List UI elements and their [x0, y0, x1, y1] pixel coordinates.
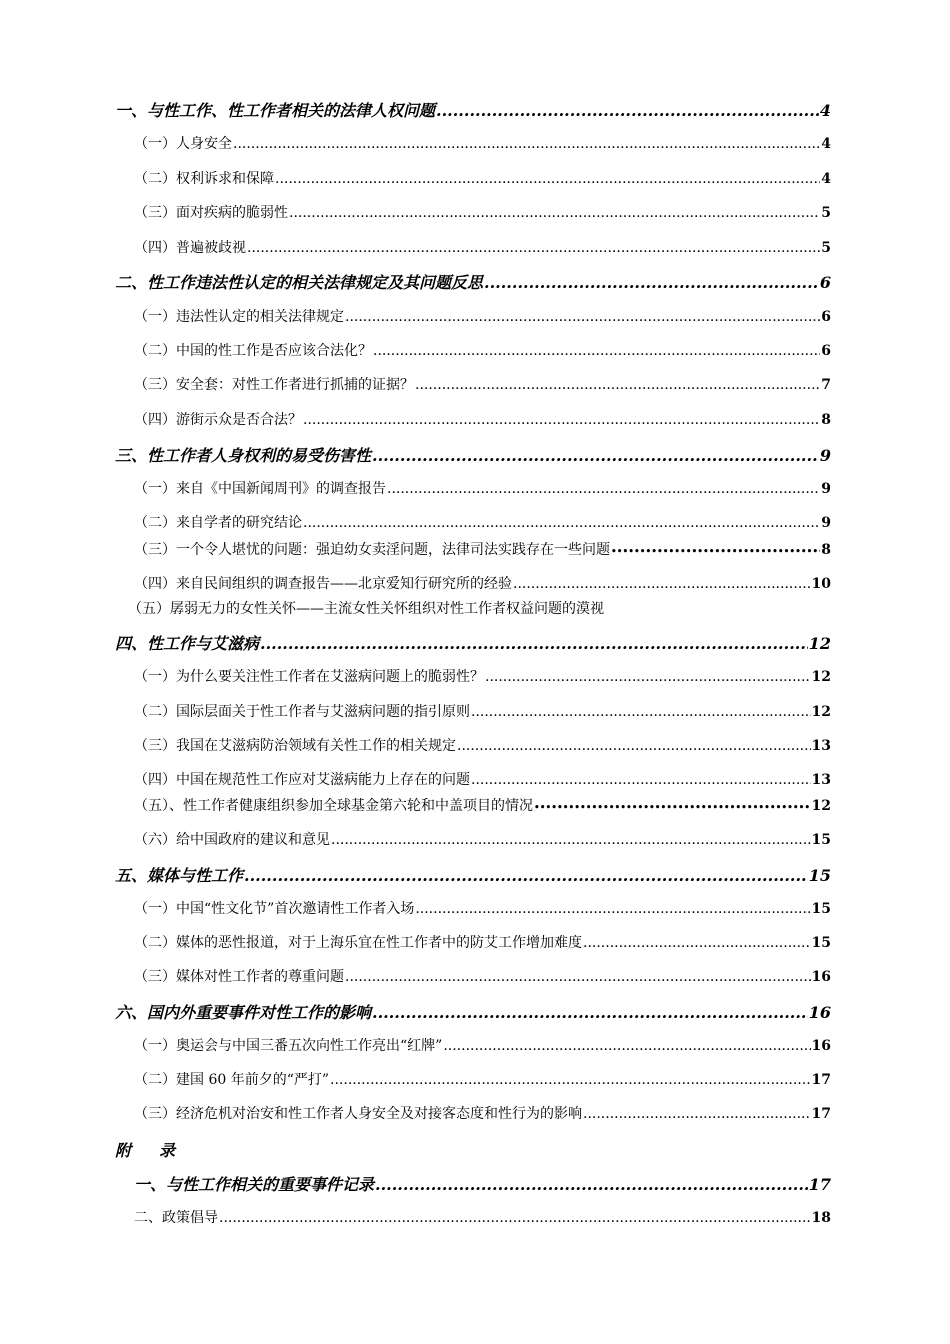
toc-entry-section-2[interactable]: [115, 270, 831, 293]
toc-title: （五）、性工作者健康组织参加全球基金第六轮和中盖项目的情况: [134, 798, 533, 814]
dot-leader: [457, 738, 811, 754]
toc-page-number: 13: [811, 738, 831, 754]
toc-page-number: 16: [811, 1038, 831, 1054]
dot-leader: [244, 866, 808, 885]
dot-leader: [372, 1003, 808, 1022]
toc-entry[interactable]: [134, 932, 831, 952]
toc-page-number: 15: [811, 832, 831, 848]
toc-page-number: 18: [811, 1210, 831, 1226]
dot-leader: [330, 1072, 810, 1088]
toc-title: 三、性工作者人身权利的易受伤害性: [115, 446, 372, 465]
toc-entry[interactable]: [134, 202, 831, 222]
toc-title: 五、媒体与性工作: [115, 866, 244, 885]
toc-title: （三）媒体对性工作者的尊重问题: [134, 969, 344, 985]
toc-page-number: 17: [811, 1072, 831, 1088]
toc-entry[interactable]: [134, 478, 831, 498]
dot-leader: [534, 798, 811, 814]
dot-leader: [275, 171, 820, 187]
toc-page-number: 16: [808, 1003, 831, 1022]
toc-entry[interactable]: [134, 512, 831, 532]
toc-page-number: 13: [811, 772, 831, 788]
toc-entry[interactable]: [134, 829, 831, 849]
dot-leader: [345, 969, 811, 985]
dot-leader: [372, 446, 819, 465]
dot-leader: [303, 515, 820, 531]
dot-leader: [471, 772, 811, 788]
toc-entry-section-1[interactable]: [115, 98, 831, 121]
toc-title: （一）违法性认定的相关法律规定: [134, 309, 344, 325]
toc-entry[interactable]: [134, 133, 831, 153]
toc-title: （一）人身安全: [134, 136, 232, 152]
toc-page-number: 16: [811, 969, 831, 985]
toc-page-number: 9: [821, 481, 831, 497]
dot-leader: [484, 273, 819, 292]
toc-title: （四）普遍被歧视: [134, 240, 246, 256]
toc-page-number: 17: [808, 1175, 831, 1194]
toc-page-number: 15: [811, 935, 831, 951]
toc-page-number: 4: [819, 101, 831, 120]
toc-entry[interactable]: [134, 1103, 831, 1123]
appendix-heading: 附录: [115, 1141, 204, 1160]
toc-entry-section-6[interactable]: [115, 1000, 831, 1023]
dot-leader: [303, 412, 820, 428]
toc-page-number: 12: [811, 798, 831, 814]
toc-entry-section-4[interactable]: [115, 631, 831, 654]
toc-title: （四）游街示众是否合法？: [134, 412, 302, 428]
toc-title: 二、政策倡导: [134, 1210, 218, 1226]
toc-entry[interactable]: [134, 237, 831, 257]
toc-title: （二）来自学者的研究结论: [134, 515, 302, 531]
toc-entry-section-5[interactable]: [115, 863, 831, 886]
dot-leader: [485, 669, 811, 685]
toc-page-number: 6: [821, 343, 831, 359]
toc-entry[interactable]: [134, 966, 831, 986]
toc-entry[interactable]: [134, 701, 831, 721]
toc-page-number: 15: [811, 901, 831, 917]
dot-leader: [219, 1210, 811, 1226]
dot-leader: [373, 343, 820, 359]
toc-entry[interactable]: [134, 409, 831, 429]
dot-leader: [387, 481, 820, 497]
toc-page-number: 9: [819, 446, 831, 465]
toc-title: （三）面对疾病的脆弱性: [134, 205, 288, 221]
dot-leader: [436, 101, 819, 120]
toc-page-number: 6: [821, 309, 831, 325]
dot-leader: [443, 1038, 810, 1054]
toc-title: （三）一个令人堪忧的问题：强迫幼女卖淫问题，法律司法实践存在一些问题: [134, 542, 610, 558]
toc-title: 二、性工作违法性认定的相关法律规定及其问题反思: [115, 273, 484, 292]
toc-title: （三）经济危机对治安和性工作者人身安全及对接客态度和性行为的影响: [134, 1106, 582, 1122]
toc-entry[interactable]: [134, 735, 831, 755]
toc-entry[interactable]: [134, 306, 831, 326]
dot-leader: [331, 832, 811, 848]
dot-leader: [583, 935, 811, 951]
toc-page-number: 6: [819, 273, 831, 292]
toc-page-number: 4: [821, 136, 831, 152]
dot-leader: [233, 136, 820, 152]
toc-title: （一）为什么要关注性工作者在艾滋病问题上的脆弱性？: [134, 669, 484, 685]
dot-leader: [415, 377, 820, 393]
toc-entry[interactable]: [134, 374, 831, 394]
toc-title: （六）给中国政府的建议和意见: [134, 832, 330, 848]
toc-page-number: 10: [811, 576, 831, 592]
dot-leader: [611, 542, 820, 558]
toc-page-number: 5: [821, 240, 831, 256]
toc-title: （一）来自《中国新闻周刊》的调查报告: [134, 481, 386, 497]
dot-leader: [345, 309, 820, 325]
toc-entry[interactable]: [134, 1035, 831, 1055]
toc-title: （二）国际层面关于性工作者与艾滋病问题的指引原则: [134, 704, 470, 720]
toc-page-number: 12: [811, 704, 831, 720]
toc-entry[interactable]: [134, 168, 831, 188]
toc-page-number: 7: [821, 377, 831, 393]
toc-page-number: 5: [821, 205, 831, 221]
toc-title: 四、性工作与艾滋病: [115, 634, 260, 653]
toc-entry-appendix-2[interactable]: [134, 1207, 831, 1227]
dot-leader: [260, 634, 808, 653]
toc-title: （二）中国的性工作是否应该合法化？: [134, 343, 372, 359]
toc-page-number: 9: [821, 515, 831, 531]
toc-title: （二）权利诉求和保障: [134, 171, 274, 187]
toc-title: （一）中国“性文化节”首次邀请性工作者入场: [134, 901, 415, 917]
dot-leader: [513, 576, 811, 592]
dot-leader: [415, 901, 810, 917]
dot-leader: [247, 240, 820, 256]
toc-page-number: 15: [808, 866, 831, 885]
toc-entry[interactable]: [134, 340, 831, 360]
toc-entry-appendix-1[interactable]: [134, 1172, 831, 1195]
toc-title: 一、与性工作、性工作者相关的法律人权问题: [115, 101, 436, 120]
dot-leader: [289, 205, 820, 221]
toc-page-number: 12: [808, 634, 831, 653]
toc-title: 六、国内外重要事件对性工作的影响: [115, 1003, 372, 1022]
toc-title: （三）我国在艾滋病防治领域有关性工作的相关规定: [134, 738, 456, 754]
toc-entry[interactable]: [134, 539, 831, 559]
dot-leader: [471, 704, 811, 720]
toc-page-number: 8: [821, 542, 831, 558]
toc-entry-plain[interactable]: （五）孱弱无力的女性关怀——主流女性关怀组织对性工作者权益问题的漠视: [128, 601, 604, 617]
toc-title: （二）建国 60 年前夕的“严打”: [134, 1072, 330, 1088]
toc-page-number: 17: [811, 1106, 831, 1122]
toc-entry[interactable]: [134, 769, 831, 789]
toc-entry[interactable]: [134, 666, 831, 686]
toc-title: （一）奥运会与中国三番五次向性工作亮出“红牌”: [134, 1038, 443, 1054]
toc-entry[interactable]: [134, 795, 831, 815]
toc-title: （二）媒体的恶性报道，对于上海乐宜在性工作者中的防艾工作增加难度: [134, 935, 582, 951]
toc-entry-section-3[interactable]: [115, 443, 831, 466]
toc-entry[interactable]: [134, 898, 831, 918]
toc-entry[interactable]: [134, 1069, 831, 1089]
toc-title: 一、与性工作相关的重要事件记录: [134, 1175, 375, 1194]
toc-title: （三）安全套：对性工作者进行抓捕的证据？: [134, 377, 414, 393]
toc-page-number: 8: [821, 412, 831, 428]
toc-page-number: 12: [811, 669, 831, 685]
toc-title: （四）中国在规范性工作应对艾滋病能力上存在的问题: [134, 772, 470, 788]
toc-page-number: 4: [821, 171, 831, 187]
dot-leader: [375, 1175, 808, 1194]
dot-leader: [583, 1106, 811, 1122]
toc-entry[interactable]: [134, 573, 831, 593]
toc-title: （四）来自民间组织的调查报告——北京爱知行研究所的经验: [134, 576, 512, 592]
